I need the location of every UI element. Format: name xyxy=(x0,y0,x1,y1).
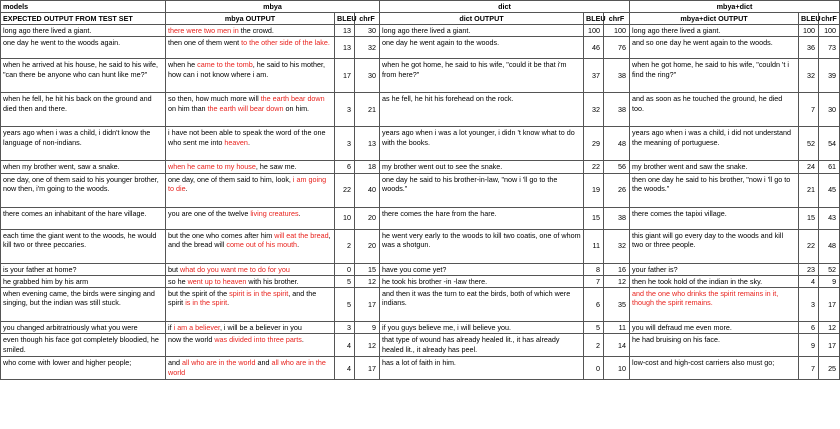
mbya-dict-chrf-cell: 52 xyxy=(819,263,840,275)
mbya-dict-bleu-cell: 21 xyxy=(799,173,819,207)
text-span: then one of them went xyxy=(168,38,242,48)
mbya-dict-bleu-cell: 24 xyxy=(799,161,819,173)
error-span: the earth bear down xyxy=(260,94,325,104)
mbya-dict-bleu-cell: 22 xyxy=(799,229,819,263)
dict-bleu-cell: 8 xyxy=(584,263,604,275)
mbya-output-col-header: mbya OUTPUT xyxy=(166,13,335,25)
text-span: there comes the tapixi village. xyxy=(632,208,727,218)
text-span: have you come yet? xyxy=(382,264,447,274)
dict-bleu-cell: 5 xyxy=(584,322,604,334)
mbya-dict-chrf-cell: 45 xyxy=(819,173,840,207)
mbya-dict-chrf-cell: 48 xyxy=(819,229,840,263)
mbya-output-cell xyxy=(166,59,335,93)
text-span: my brother went out to see the snake. xyxy=(382,162,503,172)
error-span: what do you want me to do for you xyxy=(180,264,290,274)
dict-bleu-cell: 15 xyxy=(584,207,604,229)
header-row-columns xyxy=(1,13,840,25)
mbya-dict-chrf-cell: 100 xyxy=(819,25,840,37)
error-span: heaven xyxy=(224,137,248,147)
mbya-dict-output-cell xyxy=(630,173,799,207)
mbya-chrf-cell: 12 xyxy=(355,334,380,357)
mbya-dict-output-cell xyxy=(630,37,799,59)
text-span: . xyxy=(247,137,250,147)
dict-chrf-cell: 100 xyxy=(604,25,630,37)
error-span: living creatures xyxy=(250,208,299,218)
mbya-bleu-cell: 5 xyxy=(335,275,355,287)
text-span: and so one day he went again to the woods. xyxy=(632,38,773,48)
dict-chrf-cell: 48 xyxy=(604,127,630,161)
mbya-chrf-cell: 20 xyxy=(355,207,380,229)
mbya-dict-bleu-col-header: BLEU xyxy=(799,13,819,25)
dict-output-cell xyxy=(380,127,584,161)
table-row xyxy=(1,127,840,161)
text-span: on him than xyxy=(168,103,208,113)
mbya-dict-chrf-cell: 17 xyxy=(819,334,840,357)
dict-bleu-cell: 29 xyxy=(584,127,604,161)
mbya-dict-chrf-cell: 9 xyxy=(819,275,840,287)
mbya-dict-output-cell xyxy=(630,322,799,334)
dict-chrf-cell: 12 xyxy=(604,275,630,287)
mbya-bleu-cell: 4 xyxy=(335,357,355,380)
mbya-dict-chrf-cell: 43 xyxy=(819,207,840,229)
dict-chrf-cell: 11 xyxy=(604,322,630,334)
error-span: was divided into three parts xyxy=(214,335,302,345)
mbya-output-cell xyxy=(166,37,335,59)
expected-output-cell: he grabbed him by his arm xyxy=(1,275,166,287)
mbya-dict-bleu-cell: 36 xyxy=(799,37,819,59)
table-row xyxy=(1,93,840,127)
dict-chrf-cell: 10 xyxy=(604,357,630,380)
mbya-output-cell xyxy=(166,127,335,161)
mbya-dict-output-cell xyxy=(630,127,799,161)
error-span: went up to heaven xyxy=(187,276,247,286)
table-row xyxy=(1,229,840,263)
dict-bleu-cell: 46 xyxy=(584,37,604,59)
dict-bleu-cell: 100 xyxy=(584,25,604,37)
dict-chrf-cell: 35 xyxy=(604,288,630,322)
mbya-bleu-cell: 4 xyxy=(335,334,355,357)
text-span: he went very early to the woods to kill two coatis, one of whom was a shotgun. xyxy=(382,230,581,249)
table-row xyxy=(1,207,840,229)
mbya-output-cell xyxy=(166,357,335,380)
text-span: , i will be a believer in you xyxy=(219,323,302,333)
dict-output-cell xyxy=(380,59,584,93)
text-span: but the spirit of the xyxy=(168,289,230,299)
mbya-dict-output-cell xyxy=(630,288,799,322)
expected-output-cell: long ago there lived a giant. xyxy=(1,25,166,37)
error-span: come out of his mouth xyxy=(226,239,298,249)
text-span: years ago when i was a child, i did not understand the meaning of portuguese. xyxy=(632,128,792,147)
error-span: all who are in the world xyxy=(182,358,256,368)
text-span: low-cost and high-cost carriers also must go; xyxy=(632,358,775,368)
mbya-chrf-cell: 21 xyxy=(355,93,380,127)
text-span: my brother went and saw the snake. xyxy=(632,162,748,172)
text-span: when he got home, he said to his wife, "could it be that i'm from here?" xyxy=(382,60,567,79)
text-span: with his brother. xyxy=(246,276,299,286)
dict-output-cell xyxy=(380,322,584,334)
header-row-models xyxy=(1,1,840,13)
mbya-dict-chrf-cell: 54 xyxy=(819,127,840,161)
text-span: he had bruising on his face. xyxy=(632,335,720,345)
mbya-output-cell xyxy=(166,288,335,322)
table-row xyxy=(1,37,840,59)
table-row xyxy=(1,275,840,287)
text-span: when he got home, he said to his wife, "couldn 't i find the ring?" xyxy=(632,60,789,79)
error-span: to the other side of the lake. xyxy=(241,38,330,48)
mbya-dict-output-cell xyxy=(630,25,799,37)
dict-output-cell xyxy=(380,37,584,59)
mbya-chrf-cell: 9 xyxy=(355,322,380,334)
dict-chrf-cell: 56 xyxy=(604,161,630,173)
mbya-chrf-cell: 17 xyxy=(355,288,380,322)
text-span: . xyxy=(227,298,230,308)
mbya-chrf-cell: 15 xyxy=(355,263,380,275)
mbya-bleu-cell: 5 xyxy=(335,288,355,322)
mbya-chrf-cell: 30 xyxy=(355,25,380,37)
table-row xyxy=(1,263,840,275)
text-span: long ago there lived a giant. xyxy=(632,26,721,35)
error-span: will eat the bread xyxy=(274,230,329,240)
text-span: . xyxy=(297,239,300,249)
mbya-bleu-cell: 2 xyxy=(335,229,355,263)
mbya-bleu-cell: 17 xyxy=(335,59,355,93)
dict-output-col-header: dict OUTPUT xyxy=(380,13,584,25)
text-span: and xyxy=(168,358,182,368)
mbya-bleu-cell: 10 xyxy=(335,207,355,229)
mbya-dict-bleu-cell: 23 xyxy=(799,263,819,275)
expected-output-cell: when he arrived at his house, he said to his wife, "can there be anyone who can hunt like me?" xyxy=(1,59,166,93)
expected-output-cell: years ago when i was a child, i didn't know the language of non-indians. xyxy=(1,127,166,161)
mbya-bleu-cell: 0 xyxy=(335,263,355,275)
table-row xyxy=(1,173,840,207)
expected-output-cell: each time the giant went to the woods, he would kill two or three peccaries. xyxy=(1,229,166,263)
error-span: and the one who drinks the spirit remains in it, though the spirit remains. xyxy=(632,289,779,308)
text-span: i have not been able to speak the word of the one who sent me into xyxy=(168,128,326,147)
text-span: one day he said to his brother-in-law, "now i 'll go to the woods." xyxy=(382,174,558,193)
dict-output-cell xyxy=(380,161,584,173)
table-row xyxy=(1,25,840,37)
mbya-dict-output-cell xyxy=(630,263,799,275)
text-span: , and the bread will xyxy=(168,230,331,249)
text-span: if xyxy=(168,323,174,333)
table-row xyxy=(1,161,840,173)
mbya-dict-bleu-cell: 15 xyxy=(799,207,819,229)
text-span: you are one of the twelve xyxy=(168,208,251,218)
mbya-dict-bleu-cell: 6 xyxy=(799,322,819,334)
error-span: the earth will bear down xyxy=(207,103,284,113)
text-span: so he xyxy=(168,276,188,286)
expected-output-cell: you changed arbitratriously what you were xyxy=(1,322,166,334)
expected-output-cell: one day he went to the woods again. xyxy=(1,37,166,59)
dict-output-cell xyxy=(380,25,584,37)
mbya-output-cell xyxy=(166,93,335,127)
error-span: came to the tomb xyxy=(197,60,253,70)
mbya-bleu-cell: 13 xyxy=(335,25,355,37)
dict-output-cell xyxy=(380,207,584,229)
text-span: has a lot of faith in him. xyxy=(382,358,456,368)
mbya-dict-chrf-col-header: chrF xyxy=(819,13,840,25)
mbya-dict-bleu-cell: 32 xyxy=(799,59,819,93)
mbya-dict-output-cell xyxy=(630,334,799,357)
mbya-dict-output-cell xyxy=(630,229,799,263)
text-span: as he fell, he hit his forehead on the rock. xyxy=(382,94,514,104)
mbya-dict-chrf-cell: 30 xyxy=(819,93,840,127)
mbya-chrf-cell: 18 xyxy=(355,161,380,173)
error-span: spirit is in the spirit xyxy=(229,289,289,299)
table-row xyxy=(1,357,840,380)
mbya-chrf-cell: 12 xyxy=(355,275,380,287)
mbya-bleu-cell: 3 xyxy=(335,322,355,334)
mbya-chrf-cell: 30 xyxy=(355,59,380,93)
dict-bleu-cell: 37 xyxy=(584,59,604,93)
mbya-bleu-cell: 6 xyxy=(335,161,355,173)
dict-chrf-col-header: chrF xyxy=(604,13,630,25)
dict-chrf-cell: 38 xyxy=(604,93,630,127)
error-span: is in the spirit xyxy=(185,298,228,308)
mbya-dict-bleu-cell: 52 xyxy=(799,127,819,161)
mbya-bleu-col-header: BLEU xyxy=(335,13,355,25)
mbya-dict-chrf-cell: 73 xyxy=(819,37,840,59)
mbya-output-cell xyxy=(166,173,335,207)
dict-chrf-cell: 14 xyxy=(604,334,630,357)
dict-bleu-cell: 19 xyxy=(584,173,604,207)
mbya-dict-output-cell xyxy=(630,93,799,127)
dict-output-cell xyxy=(380,275,584,287)
mbya-dict-output-cell xyxy=(630,207,799,229)
text-span: but xyxy=(168,264,180,274)
dict-output-cell xyxy=(380,334,584,357)
mbya-bleu-cell: 13 xyxy=(335,37,355,59)
dict-group-label: dict xyxy=(380,1,630,13)
mbya-dict-output-cell xyxy=(630,275,799,287)
mbya-dict-bleu-cell: 9 xyxy=(799,334,819,357)
table-row xyxy=(1,322,840,334)
text-span: , he said to his mother, how can i not know where i am. xyxy=(168,60,326,79)
mbya-dict-chrf-cell: 39 xyxy=(819,59,840,93)
text-span: . xyxy=(301,335,304,345)
mbya-group-label: mbya xyxy=(166,1,380,13)
dict-bleu-cell: 2 xyxy=(584,334,604,357)
mbya-output-cell xyxy=(166,275,335,287)
mbya-dict-output-cell xyxy=(630,161,799,173)
text-span: and xyxy=(255,358,272,368)
error-span: when he came to my house xyxy=(168,162,256,172)
mbya-output-cell xyxy=(166,322,335,334)
models-label: models xyxy=(1,1,166,13)
dict-chrf-cell: 38 xyxy=(604,207,630,229)
table-row xyxy=(1,334,840,357)
text-span: so then, how much more will xyxy=(168,94,261,104)
mbya-bleu-cell: 3 xyxy=(335,93,355,127)
mbya-output-cell xyxy=(166,334,335,357)
mbya-dict-chrf-cell: 25 xyxy=(819,357,840,380)
text-span: you will defraud me even more. xyxy=(632,323,732,333)
text-span: one day, one of them said to him, look, xyxy=(168,174,293,184)
dict-bleu-cell: 7 xyxy=(584,275,604,287)
dict-output-cell xyxy=(380,357,584,380)
mbya-dict-chrf-cell: 17 xyxy=(819,288,840,322)
text-span: . xyxy=(185,183,188,193)
text-span: the crowd. xyxy=(238,26,274,35)
text-span: this giant will go every day to the woods and kill two or three people. xyxy=(632,230,784,249)
mbya-output-cell xyxy=(166,161,335,173)
text-span: , and the spirit xyxy=(168,289,317,308)
dict-chrf-cell: 38 xyxy=(604,59,630,93)
text-span: but the one who comes after him xyxy=(168,230,275,240)
text-span: then he took hold of the indian in the sky. xyxy=(632,276,763,286)
mbya-dict-group-label: mbya+dict xyxy=(630,1,840,13)
mbya-dict-bleu-cell: 3 xyxy=(799,288,819,322)
mbya-dict-output-col-header: mbya+dict OUTPUT xyxy=(630,13,799,25)
mbya-dict-bleu-cell: 100 xyxy=(799,25,819,37)
mbya-dict-bleu-cell: 7 xyxy=(799,93,819,127)
text-span: , he saw me. xyxy=(255,162,297,172)
error-span: i am going to die xyxy=(168,174,327,193)
dict-output-cell xyxy=(380,288,584,322)
dict-bleu-col-header: BLEU xyxy=(584,13,604,25)
mbya-chrf-cell: 32 xyxy=(355,37,380,59)
dict-output-cell xyxy=(380,173,584,207)
expected-output-cell: who come with lower and higher people; xyxy=(1,357,166,380)
mbya-chrf-cell: 40 xyxy=(355,173,380,207)
text-span: long ago there lived a giant. xyxy=(382,26,471,35)
mbya-chrf-cell: 13 xyxy=(355,127,380,161)
expected-output-cell: there comes an inhabitant of the hare village. xyxy=(1,207,166,229)
expected-output-cell: one day, one of them said to his younger brother, now then, i'm going to the woods. xyxy=(1,173,166,207)
dict-output-cell xyxy=(380,93,584,127)
text-span: your father is? xyxy=(632,264,678,274)
dict-bleu-cell: 22 xyxy=(584,161,604,173)
dict-chrf-cell: 32 xyxy=(604,229,630,263)
mbya-output-cell xyxy=(166,207,335,229)
expected-output-cell: even though his face got completely bloodied, he smiled. xyxy=(1,334,166,357)
dict-bleu-cell: 6 xyxy=(584,288,604,322)
text-span: on him. xyxy=(283,103,310,113)
expected-output-cell: is your father at home? xyxy=(1,263,166,275)
dict-bleu-cell: 0 xyxy=(584,357,604,380)
dict-bleu-cell: 32 xyxy=(584,93,604,127)
mbya-bleu-cell: 22 xyxy=(335,173,355,207)
mbya-chrf-cell: 20 xyxy=(355,229,380,263)
dict-output-cell xyxy=(380,263,584,275)
text-span: there comes the hare from the hare. xyxy=(382,208,497,218)
text-span: and then it was the turn to eat the birds, both of which were indians. xyxy=(382,289,571,308)
text-span: and as soon as he touched the ground, he died too. xyxy=(632,94,783,113)
mbya-dict-bleu-cell: 4 xyxy=(799,275,819,287)
text-span: now the world xyxy=(168,335,215,345)
mbya-output-cell xyxy=(166,263,335,275)
dict-chrf-cell: 76 xyxy=(604,37,630,59)
text-span: then one day he said to his brother, "now i 'll go to the woods." xyxy=(632,174,791,193)
mbya-dict-bleu-cell: 7 xyxy=(799,357,819,380)
expected-output-cell: when evening came, the birds were singing and singing, but the indian was still stuck. xyxy=(1,288,166,322)
dict-output-cell xyxy=(380,229,584,263)
mbya-chrf-cell: 17 xyxy=(355,357,380,380)
expected-col-header: EXPECTED OUTPUT FROM TEST SET xyxy=(1,13,166,25)
mbya-output-cell xyxy=(166,25,335,37)
mbya-dict-chrf-cell: 61 xyxy=(819,161,840,173)
text-span: if you guys believe me, i will believe you. xyxy=(382,323,512,333)
error-span: i am a believer xyxy=(173,323,220,333)
table-row xyxy=(1,59,840,93)
mbya-bleu-cell: 3 xyxy=(335,127,355,161)
text-span: when he xyxy=(168,60,198,70)
dict-bleu-cell: 11 xyxy=(584,229,604,263)
text-span: one day he went again to the woods. xyxy=(382,38,500,48)
mbya-dict-output-cell xyxy=(630,357,799,380)
error-span: there were two men in xyxy=(168,26,239,35)
text-span: years ago when i was a lot younger, i didn 't know what to do with the books. xyxy=(382,128,575,147)
mbya-chrf-col-header: chrF xyxy=(355,13,380,25)
table-row xyxy=(1,288,840,322)
text-span: he took his brother -in -law there. xyxy=(382,276,488,286)
mbya-output-cell xyxy=(166,229,335,263)
mbya-dict-output-cell xyxy=(630,59,799,93)
expected-output-cell: when he fell, he hit his back on the ground and died then and there. xyxy=(1,93,166,127)
mbya-dict-chrf-cell: 12 xyxy=(819,322,840,334)
text-span: . xyxy=(298,208,301,218)
dict-chrf-cell: 16 xyxy=(604,263,630,275)
expected-output-cell: when my brother went, saw a snake. xyxy=(1,161,166,173)
text-span: that type of wound has already healed lit., it has already healed lit., it already has peel. xyxy=(382,335,560,354)
error-span: all who are in the world xyxy=(168,358,326,377)
dict-chrf-cell: 26 xyxy=(604,173,630,207)
